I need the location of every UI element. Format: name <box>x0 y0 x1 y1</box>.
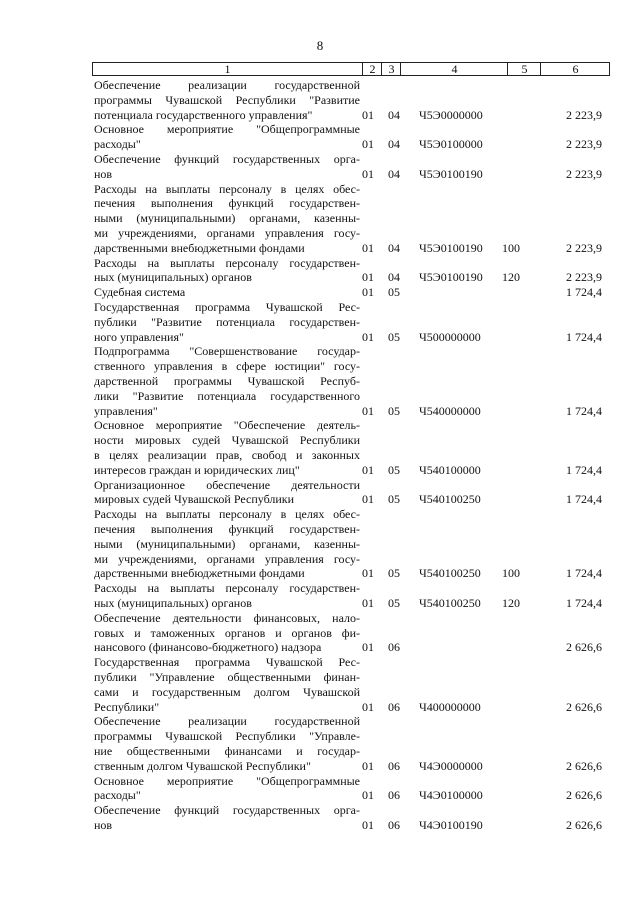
row-description <box>94 478 360 508</box>
target-code: Ч540100250 <box>419 492 481 507</box>
description-line: ными (муниципальными) органами, казенны- <box>94 211 360 226</box>
header-col-5: 5 <box>507 63 541 75</box>
description-line: Расходы на выплаты персоналу государствен- <box>94 581 360 596</box>
description-line: нов <box>94 166 113 181</box>
target-code: Ч5Э0100000 <box>419 137 483 152</box>
description-line: ного управления" <box>94 329 184 344</box>
section-code: 01 <box>362 817 374 832</box>
description-line: расходы" <box>94 137 141 152</box>
description-line: Расходы на выплаты персоналу в целях обес- <box>94 181 360 196</box>
row-description <box>94 182 360 256</box>
amount: 1 724,4 <box>566 595 602 610</box>
description-line: программы Чувашской Республики "Развитие <box>94 92 360 107</box>
subsection-code: 04 <box>388 166 400 181</box>
target-code: Ч540100250 <box>419 566 481 581</box>
table-row <box>92 182 610 256</box>
target-code: Ч400000000 <box>419 699 481 714</box>
section-code: 01 <box>362 462 374 477</box>
target-code: Ч540000000 <box>419 403 481 418</box>
table-row <box>92 611 610 655</box>
section-code: 01 <box>362 270 374 285</box>
header-col-4: 4 <box>400 63 508 75</box>
subsection-code: 04 <box>388 240 400 255</box>
section-code: 01 <box>362 166 374 181</box>
description-line: Основное мероприятие "Общепрограммные <box>94 122 360 137</box>
page-number: 8 <box>316 38 324 53</box>
description-line: программы Чувашской Республики "Управле- <box>94 729 360 744</box>
table-row <box>92 300 610 344</box>
subsection-code: 06 <box>388 817 400 832</box>
description-line: публики "Управление общественными финан- <box>94 669 360 684</box>
amount: 2 223,9 <box>566 240 602 255</box>
description-line: Расходы на выплаты персоналу государствен- <box>94 255 360 270</box>
section-code: 01 <box>362 788 374 803</box>
amount: 2 626,6 <box>566 758 602 773</box>
description-line: Основное мероприятие "Обеспечение деятель- <box>94 418 360 433</box>
description-line: Судебная система <box>94 285 186 300</box>
amount: 1 724,4 <box>566 329 602 344</box>
section-code: 01 <box>362 699 374 714</box>
amount: 1 724,4 <box>566 462 602 477</box>
section-code: 01 <box>362 595 374 610</box>
description-line: нов <box>94 817 113 832</box>
amount: 1 724,4 <box>566 285 602 300</box>
table-row <box>92 507 610 581</box>
row-description <box>94 655 360 714</box>
table-row <box>92 478 610 508</box>
target-code: Ч5Э0100190 <box>419 166 483 181</box>
row-description <box>94 581 360 611</box>
table-row <box>92 78 610 122</box>
description-line: ности мировых судей Чувашской Республики <box>94 433 360 448</box>
table-row <box>92 152 610 182</box>
amount: 2 223,9 <box>566 137 602 152</box>
amount: 2 223,9 <box>566 270 602 285</box>
description-line: ми учреждениями, органами управления госу- <box>94 225 360 240</box>
section-code: 01 <box>362 758 374 773</box>
description-line: ных (муниципальных) органов <box>94 270 252 285</box>
subsection-code: 06 <box>388 699 400 714</box>
description-line: в целях реализации прав, свобод и законных <box>94 447 360 462</box>
description-line: мировых судей Чувашской Республики <box>94 492 295 507</box>
section-code: 01 <box>362 492 374 507</box>
subsection-code: 05 <box>388 462 400 477</box>
amount: 2 626,6 <box>566 640 602 655</box>
target-code: Ч4Э0100000 <box>419 788 483 803</box>
amount: 2 626,6 <box>566 817 602 832</box>
row-description <box>94 256 360 286</box>
description-line: печения выполнения функций государствен- <box>94 521 360 536</box>
header-col-3: 3 <box>381 63 401 75</box>
row-description <box>94 122 360 152</box>
header-col-1: 1 <box>224 62 231 76</box>
row-description <box>94 714 360 773</box>
table-row <box>92 285 610 300</box>
section-code: 01 <box>362 137 374 152</box>
amount: 1 724,4 <box>566 492 602 507</box>
section-code: 01 <box>362 640 374 655</box>
subsection-code: 05 <box>388 403 400 418</box>
description-line: расходы" <box>94 788 141 803</box>
target-code: Ч500000000 <box>419 329 481 344</box>
description-line: Организационное обеспечение деятельности <box>94 477 360 492</box>
row-description <box>94 507 360 581</box>
section-code: 01 <box>362 566 374 581</box>
description-line: ственным долгом Чувашской Республики" <box>94 758 311 773</box>
table-row <box>92 581 610 611</box>
subsection-code: 04 <box>388 137 400 152</box>
subsection-code: 05 <box>388 595 400 610</box>
description-line: Обеспечение деятельности финансовых, нало- <box>94 610 360 625</box>
subsection-code: 05 <box>388 566 400 581</box>
subsection-code: 05 <box>388 492 400 507</box>
section-code: 01 <box>362 329 374 344</box>
table-row <box>92 418 610 477</box>
row-description <box>94 803 360 833</box>
description-line: Государственная программа Чувашской Рес- <box>94 655 360 670</box>
section-code: 01 <box>362 240 374 255</box>
description-line: печения выполнения функций государствен- <box>94 196 360 211</box>
header-col-2: 2 <box>362 63 382 75</box>
amount: 1 724,4 <box>566 566 602 581</box>
row-description <box>94 300 360 344</box>
target-code: Ч5Э0100190 <box>419 240 483 255</box>
description-line: говых и таможенных органов и органов фи- <box>94 625 360 640</box>
row-description <box>94 285 360 300</box>
description-line: потенциала государственного управления" <box>94 107 313 122</box>
description-line: Республики" <box>94 699 160 714</box>
section-code: 01 <box>362 285 374 300</box>
subsection-code: 04 <box>388 107 400 122</box>
description-line: дарственными внебюджетными фондами <box>94 240 305 255</box>
target-code: Ч4Э0000000 <box>419 758 483 773</box>
description-line: интересов граждан и юридических лиц" <box>94 462 300 477</box>
target-code: Ч5Э0000000 <box>419 107 483 122</box>
description-line: сами и государственным долгом Чувашской <box>94 684 360 699</box>
description-line: ственного управления в сфере юстиции" госу- <box>94 359 360 374</box>
target-code: Ч540100250 <box>419 595 481 610</box>
description-line: Государственная программа Чувашской Рес- <box>94 300 360 314</box>
section-code: 01 <box>362 107 374 122</box>
description-line: нансового (финансово-бюджетного) надзора <box>94 640 322 655</box>
row-description <box>94 152 360 182</box>
row-description <box>94 611 360 655</box>
subsection-code: 04 <box>388 270 400 285</box>
table-row <box>92 344 610 418</box>
description-line: Обеспечение функций государственных орга- <box>94 803 360 818</box>
section-code: 01 <box>362 403 374 418</box>
description-line: Подпрограмма "Совершенствование государ- <box>94 344 360 359</box>
table-row <box>92 774 610 804</box>
target-code: Ч4Э0100190 <box>419 817 483 832</box>
row-description <box>94 78 360 122</box>
amount: 2 626,6 <box>566 699 602 714</box>
description-line: дарственными внебюджетными фондами <box>94 566 305 581</box>
table-row <box>92 803 610 833</box>
row-description <box>94 418 360 477</box>
subsection-code: 06 <box>388 758 400 773</box>
description-line: Основное мероприятие "Общепрограммные <box>94 773 360 788</box>
target-code: Ч540100000 <box>419 462 481 477</box>
subsection-code: 05 <box>388 329 400 344</box>
row-description <box>94 344 360 418</box>
description-line: управления" <box>94 403 158 418</box>
amount: 2 223,9 <box>566 166 602 181</box>
description-line: лики "Развитие потенциала государственного <box>94 388 360 403</box>
description-line: ми учреждениями, органами управления госу- <box>94 551 360 566</box>
expense-type-code: 100 <box>502 566 520 581</box>
description-line: ние общественными финансами и государ- <box>94 743 360 758</box>
header-col-6: 6 <box>540 63 610 75</box>
subsection-code: 06 <box>388 788 400 803</box>
description-line: ными (муниципальными) органами, казенны- <box>94 536 360 551</box>
description-line: Обеспечение реализации государственной <box>94 78 360 92</box>
description-line: Расходы на выплаты персоналу в целях обес- <box>94 507 360 522</box>
description-line: дарственной программы Чувашской Респуб- <box>94 373 360 388</box>
target-code: Ч5Э0100190 <box>419 270 483 285</box>
table-row <box>92 714 610 773</box>
amount: 1 724,4 <box>566 403 602 418</box>
expense-type-code: 120 <box>502 270 520 285</box>
amount: 2 626,6 <box>566 788 602 803</box>
description-line: ных (муниципальных) органов <box>94 595 252 610</box>
subsection-code: 05 <box>388 285 400 300</box>
table-row <box>92 256 610 286</box>
expense-type-code: 120 <box>502 595 520 610</box>
description-line: публики "Развитие потенциала государствен- <box>94 314 360 329</box>
description-line: Обеспечение реализации государственной <box>94 714 360 729</box>
expense-type-code: 100 <box>502 240 520 255</box>
row-description <box>94 774 360 804</box>
table-row <box>92 122 610 152</box>
description-line: Обеспечение функций государственных орга- <box>94 152 360 166</box>
subsection-code: 06 <box>388 640 400 655</box>
table-row <box>92 655 610 714</box>
amount: 2 223,9 <box>566 107 602 122</box>
table-header <box>92 62 610 76</box>
